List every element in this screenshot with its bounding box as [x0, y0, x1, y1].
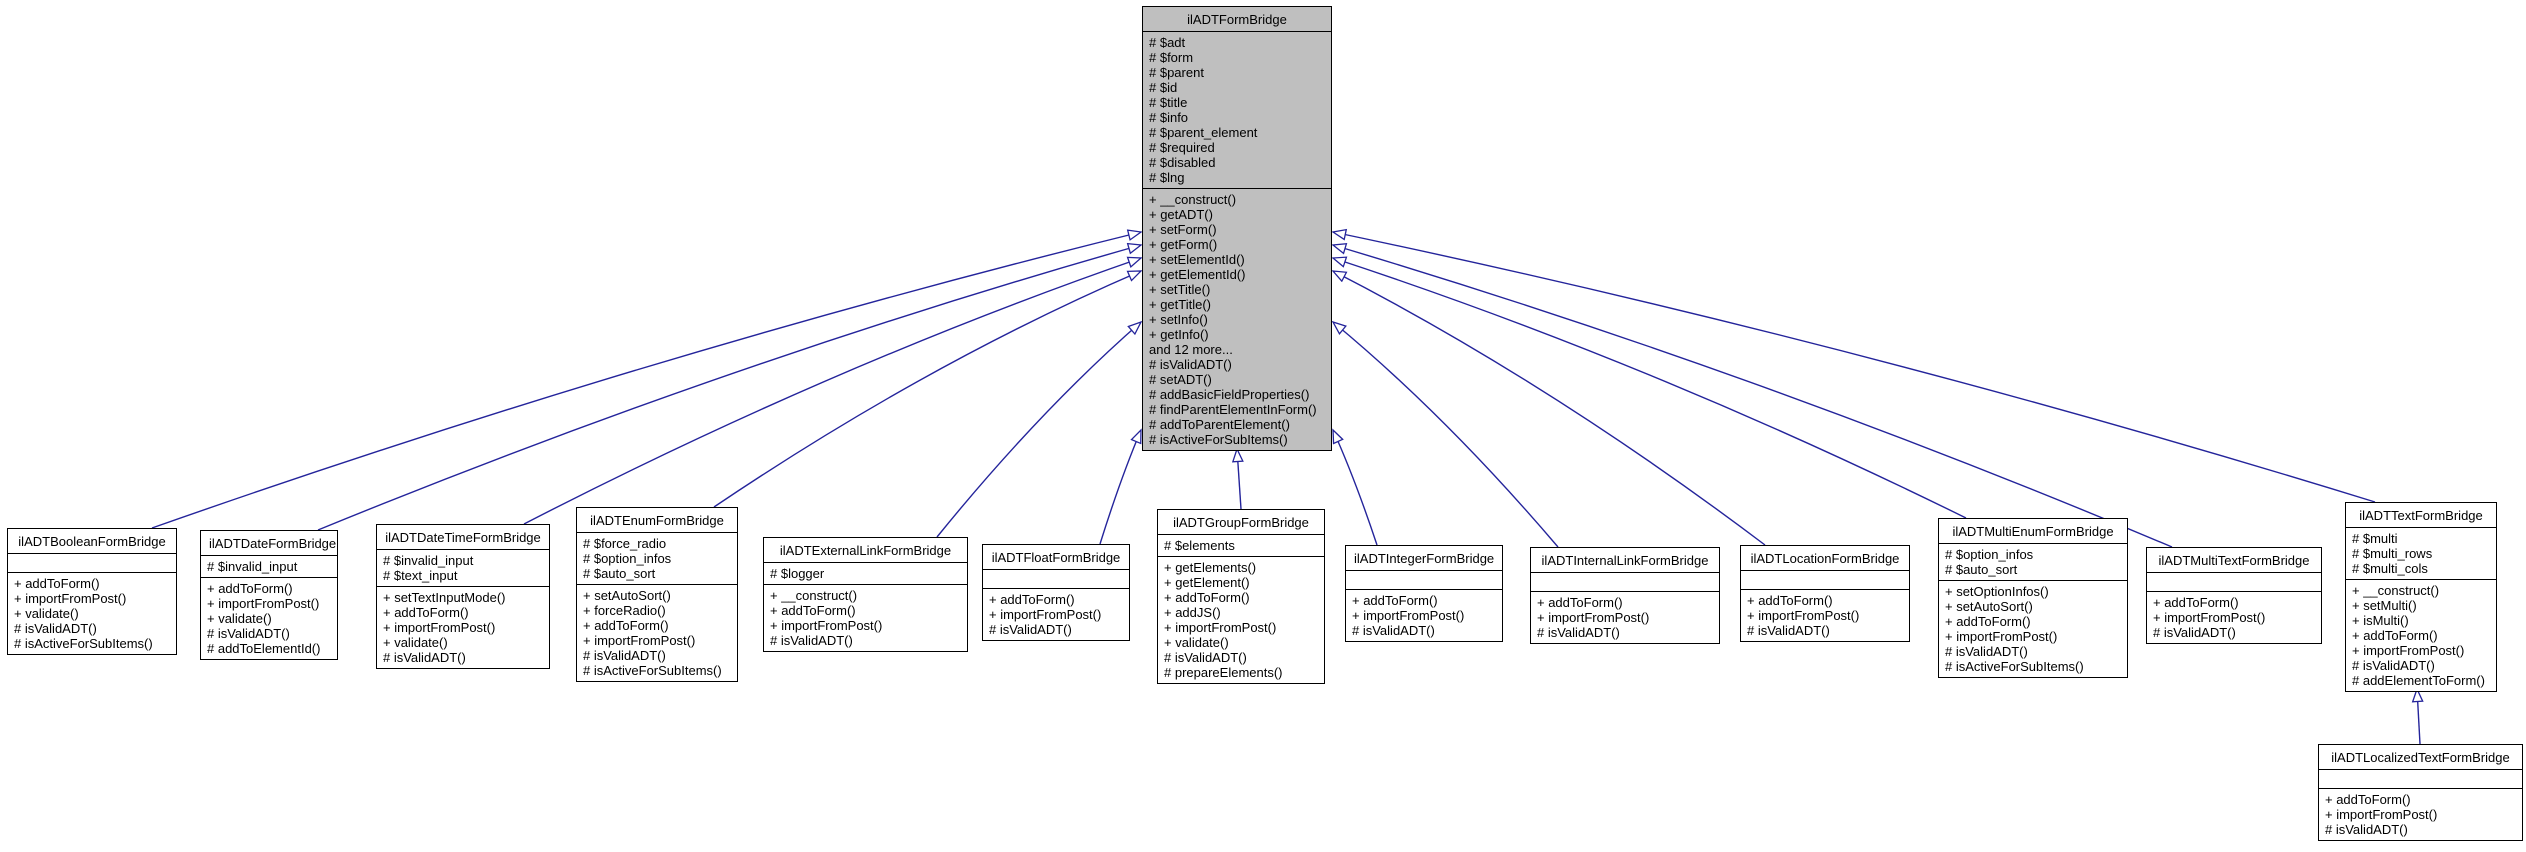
attribute-row: # $force_radio	[583, 536, 667, 551]
method-row: # isActiveForSubItems()	[14, 636, 153, 651]
class-attributes-section	[577, 533, 737, 585]
class-methods-section	[2147, 592, 2321, 643]
class-attributes-section	[1939, 544, 2127, 581]
class-attributes-section	[2346, 528, 2496, 580]
method-row: + setTextInputMode()	[383, 590, 506, 605]
class-methods-section	[8, 573, 176, 654]
class-box-formbridge[interactable]	[1142, 6, 1332, 451]
method-row: + importFromPost()	[1945, 629, 2058, 644]
method-row: + isMulti()	[2352, 613, 2409, 628]
class-attributes-section	[377, 550, 549, 587]
attribute-row: # $text_input	[383, 568, 458, 583]
class-methods-section	[201, 578, 337, 659]
inheritance-edge-text-to-formbridge	[1333, 232, 2375, 502]
attribute-row: # $auto_sort	[583, 566, 656, 581]
inheritance-edge-multitext-to-formbridge	[1333, 245, 2172, 547]
class-box-boolean[interactable]	[7, 528, 177, 655]
method-row: + __construct()	[1149, 192, 1237, 207]
method-row: + setInfo()	[1149, 312, 1208, 327]
method-row: + setOptionInfos()	[1945, 584, 2049, 599]
method-row: + importFromPost()	[1352, 608, 1465, 623]
method-row: + getForm()	[1149, 237, 1218, 252]
class-box-integer[interactable]	[1345, 545, 1503, 642]
attribute-row: # $id	[1149, 80, 1178, 95]
method-row: + validate()	[207, 611, 272, 626]
method-row: + importFromPost()	[2352, 643, 2465, 658]
class-methods-section	[764, 585, 967, 651]
method-row: # isValidADT()	[1747, 623, 1830, 638]
method-row: + addJS()	[1164, 605, 1221, 620]
method-row: + addToForm()	[207, 581, 293, 596]
method-row: # isValidADT()	[2325, 822, 2408, 837]
class-box-localizedtext[interactable]	[2318, 744, 2523, 841]
class-box-multitext[interactable]	[2146, 547, 2322, 644]
class-name[interactable]: ilADTEnumFormBridge	[577, 508, 737, 533]
attribute-row: # $required	[1149, 140, 1215, 155]
method-row: # isValidADT()	[583, 648, 666, 663]
method-row: # isValidADT()	[1149, 357, 1232, 372]
method-row: + addToForm()	[1945, 614, 2031, 629]
method-row: + importFromPost()	[1537, 610, 1650, 625]
method-row: + getElementId()	[1149, 267, 1246, 282]
class-name[interactable]: ilADTFormBridge	[1143, 7, 1331, 32]
class-methods-section	[983, 589, 1129, 640]
class-name[interactable]: ilADTTextFormBridge	[2346, 503, 2496, 528]
class-name[interactable]: ilADTInternalLinkFormBridge	[1531, 548, 1719, 573]
class-methods-section	[377, 587, 549, 668]
class-box-datetime[interactable]	[376, 524, 550, 669]
method-row: # isValidADT()	[1352, 623, 1435, 638]
method-row: # addToElementId()	[207, 641, 321, 656]
method-row: + getElement()	[1164, 575, 1250, 590]
attribute-row: # $adt	[1149, 35, 1186, 50]
attribute-row: # $multi_cols	[2352, 561, 2428, 576]
method-row: + addToForm()	[1164, 590, 1250, 605]
attribute-row: # $logger	[770, 566, 825, 581]
class-methods-section	[1143, 189, 1331, 450]
class-attributes-section	[8, 554, 176, 573]
method-row: + validate()	[383, 635, 448, 650]
method-row: + importFromPost()	[989, 607, 1102, 622]
class-attributes-section	[1741, 571, 1909, 590]
attribute-row: # $lng	[1149, 170, 1185, 185]
class-methods-section	[1531, 592, 1719, 643]
attribute-row: # $invalid_input	[207, 559, 298, 574]
method-row: + getInfo()	[1149, 327, 1209, 342]
method-row: + importFromPost()	[583, 633, 696, 648]
class-attributes-section	[1346, 571, 1502, 590]
class-box-multienum[interactable]	[1938, 518, 2128, 678]
class-name[interactable]: ilADTDateFormBridge	[201, 531, 337, 556]
class-name[interactable]: ilADTBooleanFormBridge	[8, 529, 176, 554]
attribute-row: # $option_infos	[583, 551, 672, 566]
class-name[interactable]: ilADTIntegerFormBridge	[1346, 546, 1502, 571]
class-box-externallink[interactable]	[763, 537, 968, 652]
class-methods-section	[1741, 590, 1909, 641]
class-name[interactable]: ilADTFloatFormBridge	[983, 545, 1129, 570]
attribute-row: # $multi_rows	[2352, 546, 2433, 561]
class-methods-section	[1346, 590, 1502, 641]
method-row: + setMulti()	[2352, 598, 2417, 613]
inheritance-edge-boolean-to-formbridge	[152, 232, 1141, 528]
attribute-row: # $parent	[1149, 65, 1204, 80]
method-row: + addToForm()	[1352, 593, 1438, 608]
inheritance-edge-date-to-formbridge	[318, 245, 1141, 530]
method-row: + importFromPost()	[770, 618, 883, 633]
method-row: + setTitle()	[1149, 282, 1211, 297]
inheritance-edge-integer-to-formbridge	[1333, 430, 1377, 545]
method-row: + importFromPost()	[2153, 610, 2266, 625]
method-row: # isActiveForSubItems()	[1945, 659, 2084, 674]
class-methods-section	[2319, 789, 2522, 840]
class-box-date[interactable]	[200, 530, 338, 660]
method-row: # findParentElementInForm()	[1149, 402, 1317, 417]
class-name[interactable]: ilADTDateTimeFormBridge	[377, 525, 549, 550]
inheritance-edge-enum-to-formbridge	[714, 271, 1141, 507]
method-row: + __construct()	[770, 588, 858, 603]
class-name[interactable]: ilADTGroupFormBridge	[1158, 510, 1324, 535]
attribute-row: # $form	[1149, 50, 1194, 65]
method-row: and 12 more...	[1149, 342, 1233, 357]
method-row: + importFromPost()	[1164, 620, 1277, 635]
attribute-row: # $multi	[2352, 531, 2398, 546]
inheritance-edge-datetime-to-formbridge	[524, 258, 1141, 524]
attribute-row: # $disabled	[1149, 155, 1216, 170]
class-attributes-section	[983, 570, 1129, 589]
method-row: + addToForm()	[2325, 792, 2411, 807]
method-row: + importFromPost()	[14, 591, 127, 606]
method-row: + importFromPost()	[2325, 807, 2438, 822]
method-row: + importFromPost()	[1747, 608, 1860, 623]
method-row: # isValidADT()	[2153, 625, 2236, 640]
method-row: + setAutoSort()	[1945, 599, 2033, 614]
class-methods-section	[577, 585, 737, 681]
method-row: + __construct()	[2352, 583, 2440, 598]
class-box-internallink[interactable]	[1530, 547, 1720, 644]
method-row: # isValidADT()	[14, 621, 97, 636]
attribute-row: # $elements	[1164, 538, 1235, 553]
method-row: + validate()	[1164, 635, 1229, 650]
method-row: # isValidADT()	[770, 633, 853, 648]
attribute-row: # $info	[1149, 110, 1189, 125]
class-name[interactable]: ilADTLocalizedTextFormBridge	[2319, 745, 2522, 770]
inheritance-edge-multienum-to-formbridge	[1333, 258, 1966, 518]
class-attributes-section	[1531, 573, 1719, 592]
class-attributes-section	[1158, 535, 1324, 557]
method-row: + getTitle()	[1149, 297, 1212, 312]
class-box-enum[interactable]	[576, 507, 738, 682]
method-row: # isValidADT()	[1945, 644, 2028, 659]
method-row: + getElements()	[1164, 560, 1257, 575]
inheritance-edge-localizedtext-to-text	[2417, 689, 2420, 744]
method-row: # isActiveForSubItems()	[583, 663, 722, 678]
method-row: # addBasicFieldProperties()	[1149, 387, 1310, 402]
attribute-row: # $option_infos	[1945, 547, 2034, 562]
method-row: # setADT()	[1149, 372, 1212, 387]
method-row: # isValidADT()	[989, 622, 1072, 637]
method-row: + addToForm()	[1537, 595, 1623, 610]
class-attributes-section	[764, 563, 967, 585]
class-attributes-section	[201, 556, 337, 578]
class-methods-section	[1158, 557, 1324, 683]
method-row: + forceRadio()	[583, 603, 666, 618]
method-row: + addToForm()	[383, 605, 469, 620]
attribute-row: # $invalid_input	[383, 553, 474, 568]
inheritance-edge-group-to-formbridge	[1237, 449, 1241, 509]
method-row: # prepareElements()	[1164, 665, 1283, 680]
method-row: + addToForm()	[2153, 595, 2239, 610]
class-box-location[interactable]	[1740, 545, 1910, 642]
class-box-float[interactable]	[982, 544, 1130, 641]
method-row: + validate()	[14, 606, 79, 621]
method-row: # addToParentElement()	[1149, 417, 1290, 432]
method-row: + setAutoSort()	[583, 588, 671, 603]
class-name[interactable]: ilADTLocationFormBridge	[1741, 546, 1909, 571]
method-row: # isValidADT()	[207, 626, 290, 641]
method-row: + addToForm()	[583, 618, 669, 633]
method-row: # isValidADT()	[2352, 658, 2435, 673]
method-row: + addToForm()	[14, 576, 100, 591]
inheritance-edge-float-to-formbridge	[1100, 430, 1141, 544]
class-methods-section	[1939, 581, 2127, 677]
class-box-text[interactable]	[2345, 502, 2497, 692]
class-attributes-section	[2319, 770, 2522, 789]
class-attributes-section	[2147, 573, 2321, 592]
method-row: + addToForm()	[770, 603, 856, 618]
method-row: + setForm()	[1149, 222, 1217, 237]
class-methods-section	[2346, 580, 2496, 691]
attribute-row: # $parent_element	[1149, 125, 1258, 140]
class-name[interactable]: ilADTMultiTextFormBridge	[2147, 548, 2321, 573]
method-row: # addElementToForm()	[2352, 673, 2485, 688]
class-attributes-section	[1143, 32, 1331, 189]
method-row: # isValidADT()	[1537, 625, 1620, 640]
attribute-row: # $auto_sort	[1945, 562, 2018, 577]
method-row: + addToForm()	[1747, 593, 1833, 608]
method-row: + addToForm()	[989, 592, 1075, 607]
method-row: # isValidADT()	[383, 650, 466, 665]
method-row: + getADT()	[1149, 207, 1213, 222]
class-name[interactable]: ilADTExternalLinkFormBridge	[764, 538, 967, 563]
method-row: # isValidADT()	[1164, 650, 1247, 665]
attribute-row: # $title	[1149, 95, 1188, 110]
method-row: + importFromPost()	[207, 596, 320, 611]
method-row: + addToForm()	[2352, 628, 2438, 643]
method-row: + setElementId()	[1149, 252, 1245, 267]
class-box-group[interactable]	[1157, 509, 1325, 684]
method-row: # isActiveForSubItems()	[1149, 432, 1288, 447]
class-name[interactable]: ilADTMultiEnumFormBridge	[1939, 519, 2127, 544]
method-row: + importFromPost()	[383, 620, 496, 635]
